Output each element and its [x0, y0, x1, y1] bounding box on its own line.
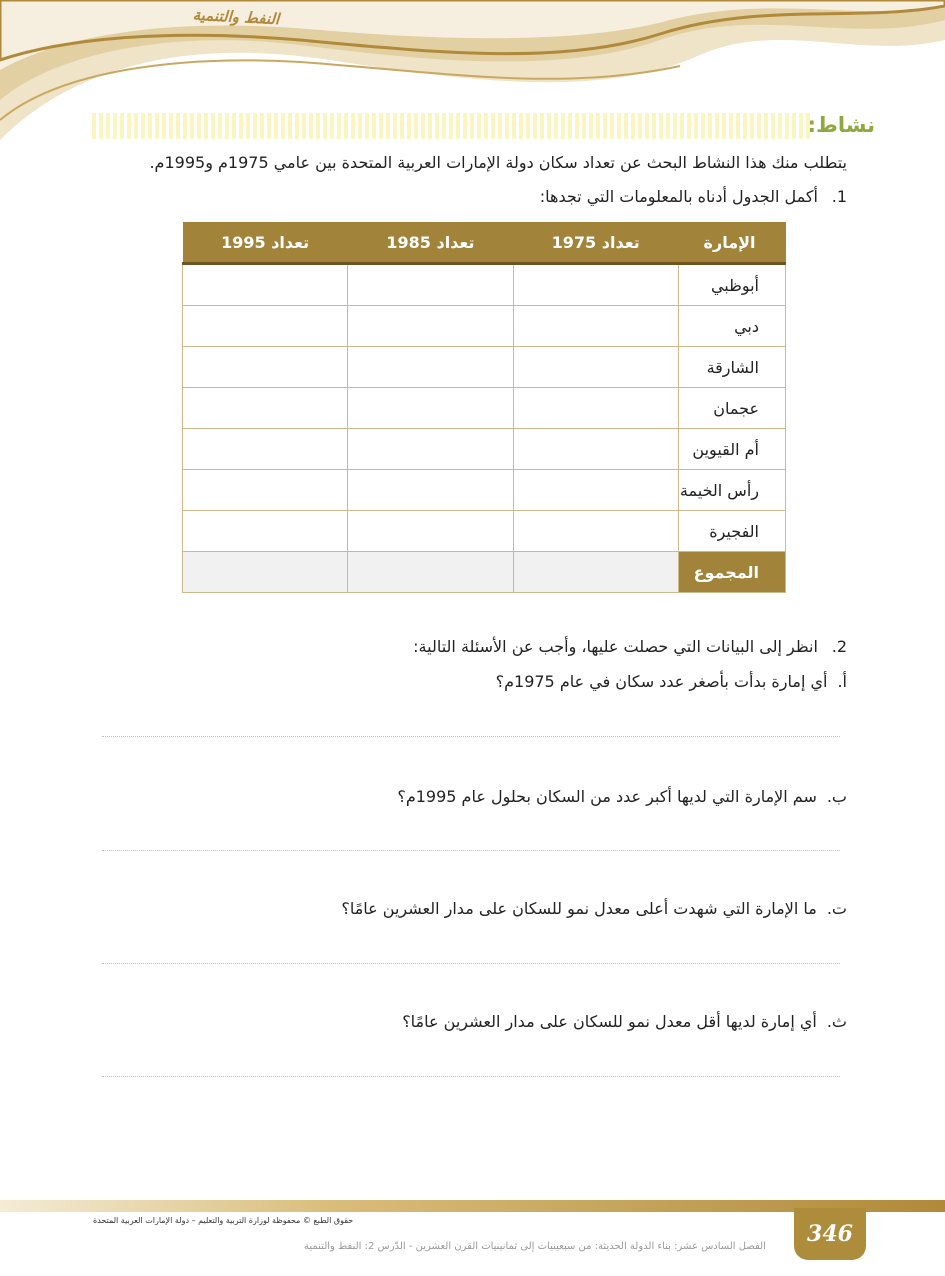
activity-title-band — [92, 113, 812, 139]
table-row — [183, 306, 786, 347]
emirate-name: دبي — [678, 306, 785, 347]
total-label: المجموع — [678, 552, 785, 593]
emirate-name: عجمان — [678, 388, 785, 429]
emirate-name: رأس الخيمة — [678, 470, 785, 511]
total-1995[interactable] — [183, 552, 348, 593]
page-number: 346 — [794, 1208, 866, 1260]
cell-1995[interactable] — [183, 511, 348, 552]
step-2-number: 2. — [831, 637, 847, 656]
question-d-text: أي إمارة لديها أقل معدل نمو للسكان على مدار العشرين عامًا؟ — [402, 1012, 817, 1031]
question-a-text: أي إمارة بدأت بأصغر عدد سكان في عام 1975م؟ — [495, 672, 828, 691]
step-1-text: أكمل الجدول أدناه بالمعلومات التي تجدها: — [539, 187, 818, 206]
question-d — [402, 1011, 847, 1033]
emirate-name: أبوظبي — [678, 264, 785, 306]
cell-1975[interactable] — [513, 306, 678, 347]
table-header-row — [183, 222, 786, 264]
activity-intro: يتطلب منك هذا النشاط البحث عن تعداد سكان دولة الإمارات العربية المتحدة بين عامي 1975م و1995م. — [149, 153, 847, 172]
cell-1975[interactable] — [513, 470, 678, 511]
cell-1985[interactable] — [348, 429, 513, 470]
running-footer: الفصل السادس عشر: بناء الدولة الحديثة: من سبعينيات إلى ثمانينيات القرن العشرين - الدّرس 2: النفط والتنمية — [304, 1241, 766, 1252]
table-row — [183, 264, 786, 306]
emirate-name: الفجيرة — [678, 511, 785, 552]
question-a — [496, 671, 847, 693]
cell-1985[interactable] — [348, 470, 513, 511]
emirate-name: أم القيوين — [678, 429, 785, 470]
copyright-notice: حقوق الطبع © محفوظة لوزارة التربية والتعليم – دولة الإمارات العربية المتحدة — [93, 1216, 354, 1225]
cell-1995[interactable] — [183, 429, 348, 470]
cell-1975[interactable] — [513, 264, 678, 306]
cell-1985[interactable] — [348, 347, 513, 388]
cell-1975[interactable] — [513, 429, 678, 470]
cell-1995[interactable] — [183, 306, 348, 347]
answer-line-a[interactable] — [102, 736, 840, 737]
cell-1975[interactable] — [513, 388, 678, 429]
step-1-number: 1. — [831, 187, 847, 206]
question-a-letter: أ. — [837, 672, 847, 691]
header-emirate: الإمارة — [678, 222, 785, 264]
cell-1995[interactable] — [183, 347, 348, 388]
answer-line-c[interactable] — [102, 963, 840, 964]
question-d-letter: ث. — [826, 1012, 847, 1031]
cell-1985[interactable] — [348, 511, 513, 552]
step-1 — [540, 186, 847, 208]
table-row — [183, 470, 786, 511]
chapter-tag: النفط والتنمية — [192, 5, 280, 29]
cell-1995[interactable] — [183, 388, 348, 429]
answer-line-d[interactable] — [102, 1076, 840, 1077]
cell-1985[interactable] — [348, 264, 513, 306]
total-1975[interactable] — [513, 552, 678, 593]
question-b-text: سم الإمارة التي لديها أكبر عدد من السكان بحلول عام 1995م؟ — [397, 787, 817, 806]
question-c-text: ما الإمارة التي شهدت أعلى معدل نمو للسكان على مدار العشرين عامًا؟ — [341, 899, 817, 918]
emirate-name: الشارقة — [678, 347, 785, 388]
table-total-row — [183, 552, 786, 593]
step-2-text: انظر إلى البيانات التي حصلت عليها، وأجب عن الأسئلة التالية: — [413, 637, 818, 656]
table-row — [183, 511, 786, 552]
question-b — [397, 786, 847, 808]
question-c — [341, 898, 847, 920]
activity-title: نشاط: — [807, 113, 875, 137]
question-c-letter: ت. — [826, 899, 847, 918]
answer-line-b[interactable] — [102, 850, 840, 851]
question-b-letter: ب. — [826, 787, 847, 806]
table-row — [183, 429, 786, 470]
population-table — [182, 222, 786, 593]
cell-1975[interactable] — [513, 347, 678, 388]
header-1975: تعداد 1975 — [513, 222, 678, 264]
cell-1975[interactable] — [513, 511, 678, 552]
cell-1995[interactable] — [183, 264, 348, 306]
table-row — [183, 388, 786, 429]
step-2 — [413, 636, 847, 658]
header-1985: تعداد 1985 — [348, 222, 513, 264]
cell-1985[interactable] — [348, 306, 513, 347]
header-1995: تعداد 1995 — [183, 222, 348, 264]
table-row — [183, 347, 786, 388]
total-1985[interactable] — [348, 552, 513, 593]
cell-1985[interactable] — [348, 388, 513, 429]
cell-1995[interactable] — [183, 470, 348, 511]
